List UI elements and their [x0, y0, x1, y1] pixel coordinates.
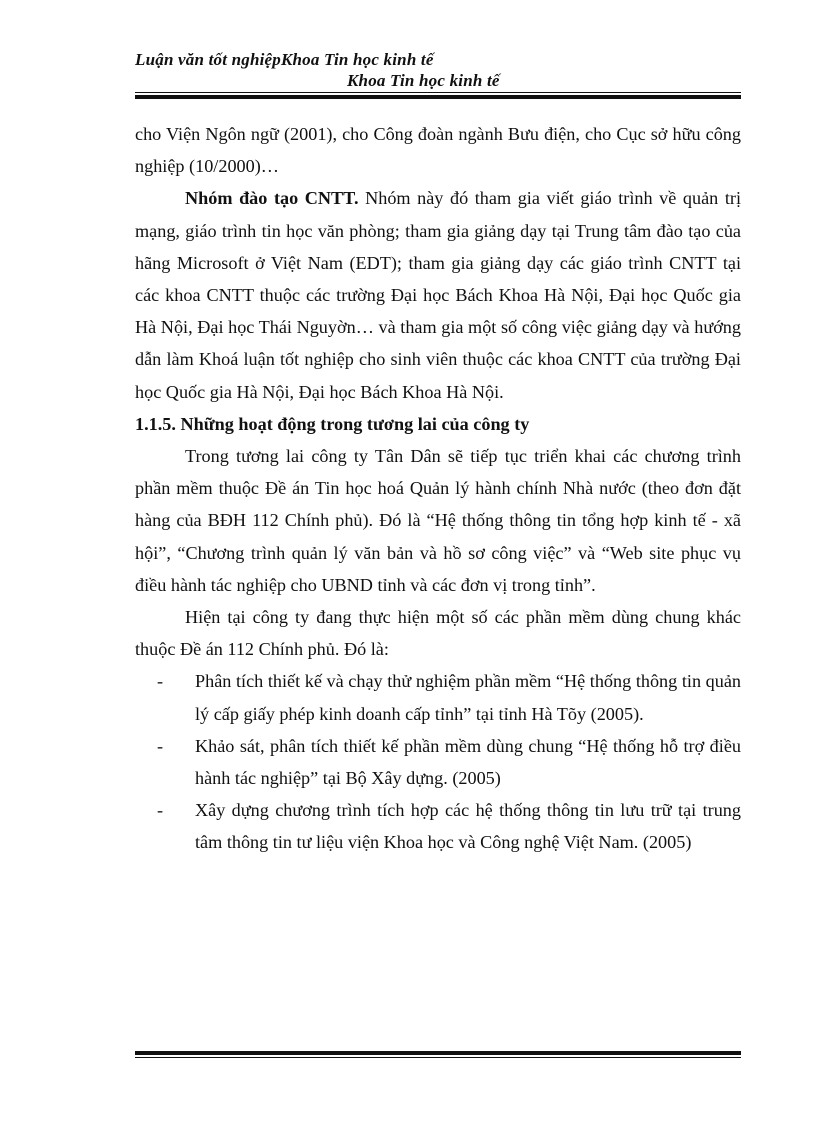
section-heading: 1.1.5. Những hoạt động trong tương lai của công ty — [135, 413, 530, 434]
header-rule-thin — [135, 92, 741, 93]
list-marker: - — [157, 800, 164, 821]
document-body — [135, 118, 741, 859]
header-title-line1: Luận văn tốt nghiệpKhoa Tin học kinh tế — [135, 50, 434, 69]
footer-rule-thin — [135, 1057, 741, 1058]
list-marker: - — [157, 671, 164, 692]
list-item — [157, 794, 741, 858]
footer-rule-thick — [135, 1051, 741, 1055]
list-item-text: Khảo sát, phân tích thiết kế phần mềm dùng chung “Hệ thống hỗ trợ điều hành tác nghiệp” tại Bộ Xây dựng. (2005) — [195, 735, 741, 789]
paragraph-training-text: Nhóm này đó tham gia viết giáo trình về quản trị mạng, giáo trình tin học văn phòng; tham gia giảng dạy tại Trung tâm đào tạo của hãng Microsoft ở Việt Nam (EDT); tham gia giảng dạy các giáo trình CNTT tại các khoa CNTT thuộc các trường Đại học Bách Khoa Hà Nội, Đại học Quốc gia Hà Nội, Đại học Thái Nguyờn… và tham gia một số công việc giảng dạy và hướng dẫn làm Khoá luận tốt nghiệp cho sinh viên thuộc các khoa CNTT của trường Đại học Quốc gia Hà Nội, Đại học Bách Khoa Hà Nội. — [135, 188, 741, 402]
list-item — [157, 730, 741, 794]
paragraph-current-projects: Hiện tại công ty đang thực hiện một số các phần mềm dùng chung khác thuộc Đề án 112 Chính phủ. Đó là: — [135, 607, 741, 660]
header-rule-thick — [135, 95, 741, 99]
paragraph-future-plans: Trong tương lai công ty Tân Dân sẽ tiếp tục triển khai các chương trình phần mềm thuộc Đề án Tin học hoá Quản lý hành chính Nhà nước (theo đơn đặt hàng của BĐH 112 Chính phủ). Đó là “Hệ thống thông tin tổng hợp kinh tế - xã hội”, “Chương trình quản lý văn bản và hồ sơ công việc” và “Web site phục vụ điều hành tác nghiệp cho UBND tỉnh và các đơn vị trong tỉnh”. — [135, 446, 741, 595]
list-marker: - — [157, 735, 164, 756]
list-item-text: Xây dựng chương trình tích hợp các hệ thống thông tin lưu trữ tại trung tâm thông tin tư liệu viện Khoa học và Công nghệ Việt Nam. (2005) — [195, 800, 741, 853]
header-title-line2: Khoa Tin học kinh tế — [347, 71, 500, 90]
paragraph-training-group — [135, 182, 741, 407]
project-list — [135, 665, 741, 858]
list-item — [157, 665, 741, 729]
paragraph-lead-bold: Nhóm đào tạo CNTT. — [185, 188, 359, 209]
list-item-text: Phân tích thiết kế và chạy thử nghiệm phần mềm “Hệ thống thông tin quản lý cấp giấy phép kinh doanh cấp tỉnh” tại tỉnh Hà Tõy (2005). — [195, 671, 741, 724]
paragraph-continuation: cho Viện Ngôn ngữ (2001), cho Công đoàn ngành Bưu điện, cho Cục sở hữu công nghiệp (10/2000)… — [135, 124, 741, 177]
